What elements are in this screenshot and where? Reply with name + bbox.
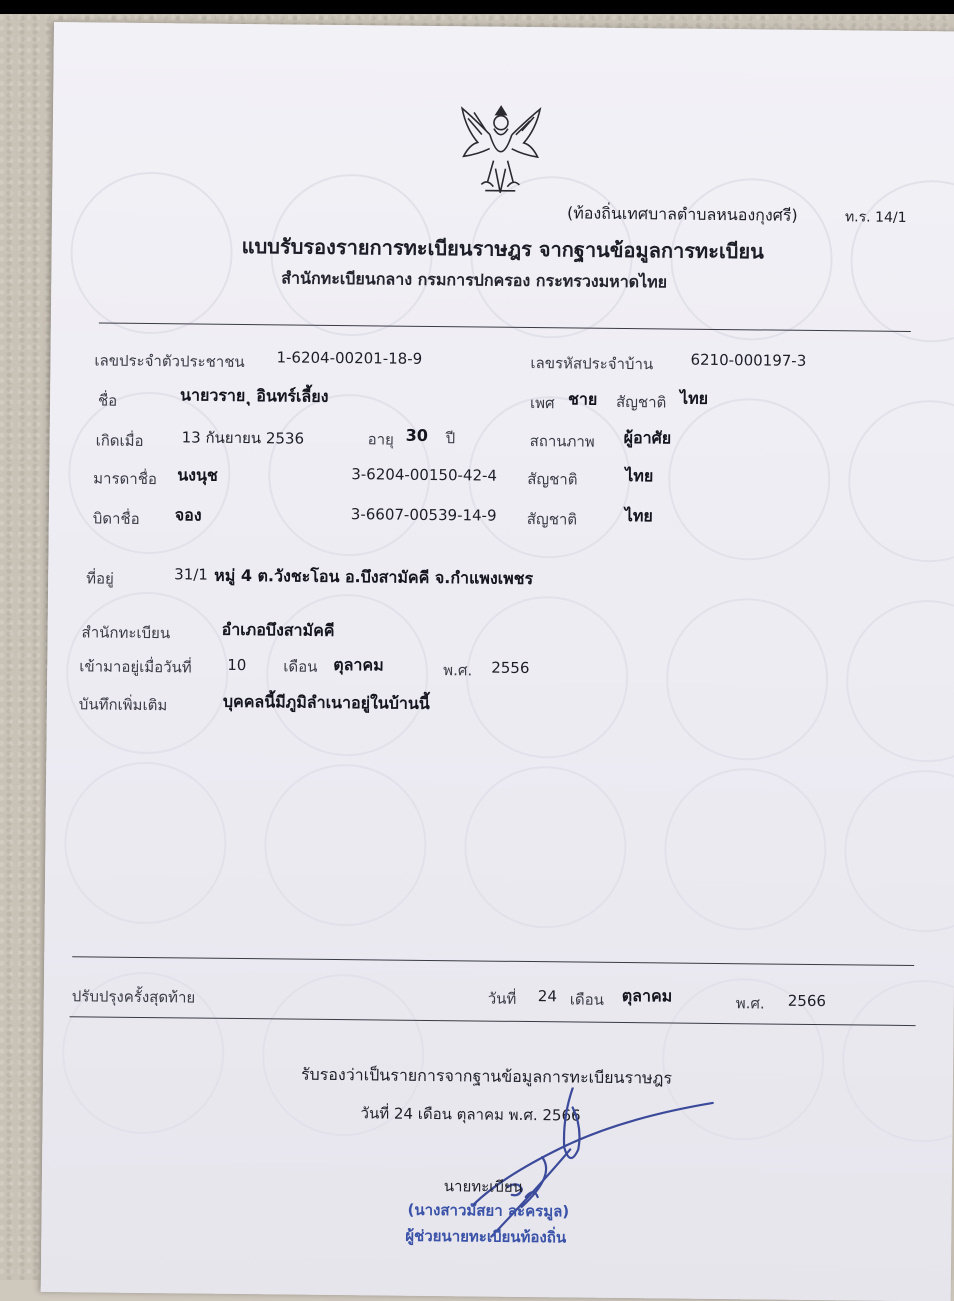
moved-in-year: 2556 [491,658,530,678]
document-title: แบบรับรองรายการทะเบียนราษฎร จากฐานข้อมูลการทะเบียน [241,233,764,264]
nationality-value: ไทย [679,388,709,408]
sex-label: เพศ [529,394,555,413]
birth-label: เกิดเมื่อ [95,431,144,450]
certify-text: รับรองว่าเป็นรายการจากฐานข้อมูลการทะเบียนราษฎร [300,1064,673,1088]
name-value: นายวราย ุ อินทร์เลี้ยง [180,385,329,406]
update-year: 2566 [787,991,827,1011]
update-day: 24 [537,987,558,1006]
nationality-label: สัญชาติ [615,392,667,412]
father-name: จอง [174,505,202,525]
moved-in-month-label: เดือน [283,657,318,676]
update-day-label: วันที่ [487,989,517,1008]
id-value: 1-6204-00201-18-9 [276,348,423,368]
footer-divider-top [72,956,914,966]
form-code: ท.ร. 14/1 [844,209,907,226]
status-label: สถานภาพ [529,432,595,451]
moved-in-day: 10 [227,655,247,675]
moved-in-label: เข้ามาอยู่เมื่อวันที่ [79,657,192,677]
age-unit: ปี [445,429,456,448]
registry-office-value: อำเภอบึงสามัคคี [221,619,335,640]
last-update-label: ปรับปรุงครั้งสุดท้าย [71,987,196,1007]
mother-id: 3-6204-00150-42-4 [351,465,498,485]
officer-title: ผู้ช่วยนายทะเบียนท้องถิ่น [405,1226,567,1247]
mother-nationality-label: สัญชาติ [527,469,578,489]
note-value: บุคคลนี้มีภูมิลำเนาอยู่ในบ้านนี้ [222,691,430,713]
status-value: ผู้อาศัย [623,427,672,448]
footer-divider-bottom [70,1016,916,1026]
document-subtitle: สำนักทะเบียนกลาง กรมการปกครอง กระทรวงมหาดไทย [281,268,668,292]
house-code-label: เลขรหัสประจำบ้าน [530,354,654,374]
moved-in-year-label: พ.ศ. [443,661,473,680]
address-value: หมู่ 4 ต.วังชะโอน อ.บึงสามัคคี จ.กำแพงเพชร [214,565,534,589]
moved-in-month: ตุลาคม [333,654,384,675]
father-nationality-label: สัญชาติ [526,509,578,529]
id-label: เลขประจำตัวประชาชน [94,351,245,372]
name-label: ชื่อ [97,391,118,410]
mother-name: นงนุช [177,465,218,485]
update-month: ตุลาคม [621,986,673,1006]
update-month-label: เดือน [569,990,605,1009]
father-nationality: ไทย [624,506,653,526]
officer-name: (นางสาวมัสยา ละครมูล) [407,1200,570,1221]
mother-label: มารดาชื่อ [93,469,158,489]
registrar-label: นายทะเบียน [443,1177,524,1196]
header-divider [99,322,911,332]
address-number: 31/1 [174,565,209,584]
locality-text: (ท้องถิ่นเทศบาลตำบลหนองกุงศรี) [566,203,798,225]
house-code-value: 6210-000197-3 [690,350,807,370]
mother-nationality: ไทย [625,466,654,486]
garuda-emblem-icon [455,98,546,199]
address-label: ที่อยู่ [86,569,114,588]
birth-value: 13 กันยายน 2536 [181,428,305,448]
note-label: บันทึกเพิ่มเติม [78,695,168,715]
age-label: อายุ [367,430,394,449]
age-value: 30 [405,425,429,445]
father-id: 3-6607-00539-14-9 [350,505,497,525]
screen-top-bar [0,0,954,14]
father-label: บิดาชื่อ [92,509,140,528]
sex-value: ชาย [567,389,598,409]
update-year-label: พ.ศ. [735,994,765,1013]
registry-office-label: สำนักทะเบียน [81,623,171,643]
registration-document [41,22,954,1301]
certify-date: วันที่ 24 เดือน ตุลาคม พ.ศ. 2566 [360,1104,581,1125]
